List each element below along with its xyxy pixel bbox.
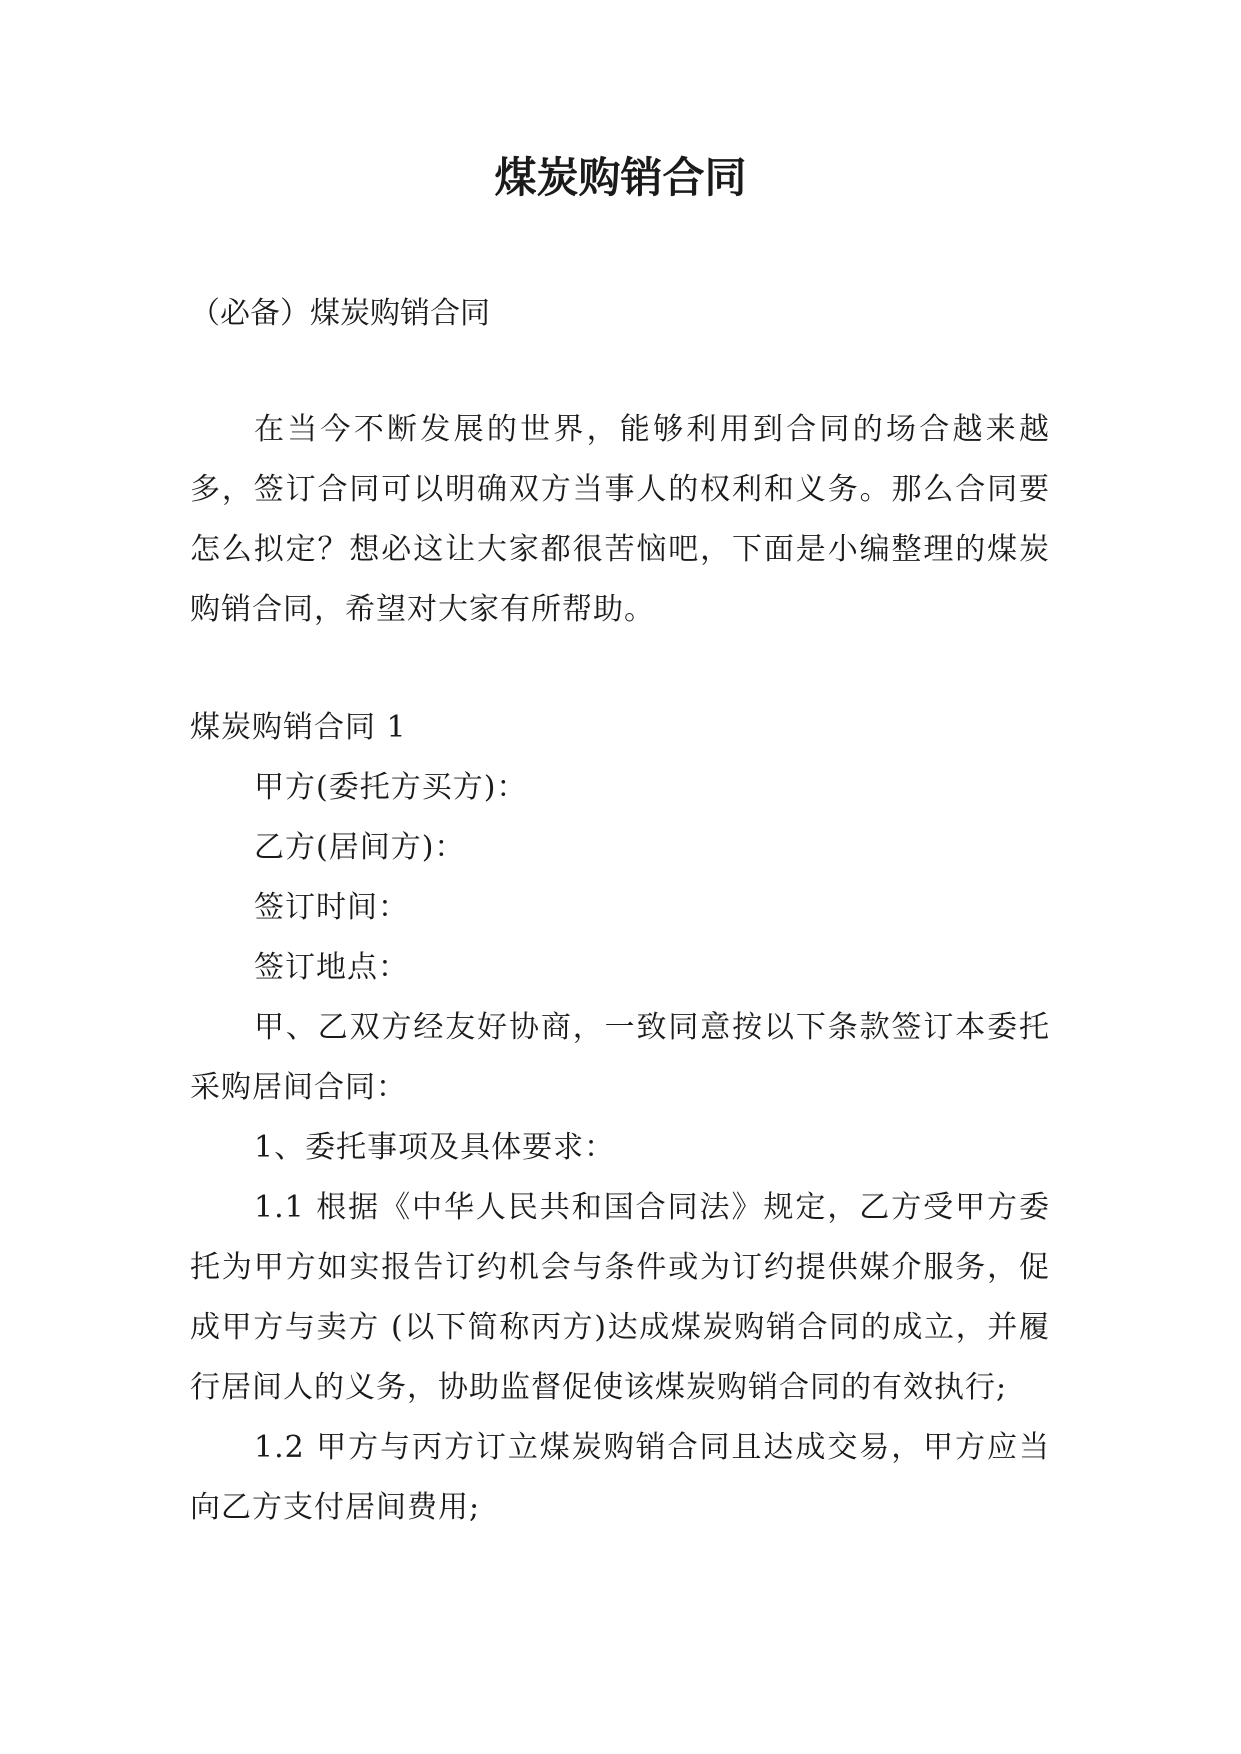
intro-paragraph: 在当今不断发展的世界，能够利用到合同的场合越来越多，签订合同可以明确双方当事人的权利和义务。那么合同要怎么拟定？想必这让大家都很苦恼吧，下面是小编整理的煤炭购销合同，希望对大家有所帮助。 — [190, 412, 1050, 627]
sign-time-line: 签订时间： — [254, 890, 409, 925]
document-subtitle: （必备）煤炭购销合同 — [190, 296, 490, 331]
party-b-line: 乙方(居间方)： — [254, 830, 466, 865]
sign-place-line: 签订地点： — [254, 950, 409, 985]
section-heading: 煤炭购销合同 1 — [190, 710, 407, 745]
party-a-line: 甲方(委托方买方)： — [254, 770, 528, 805]
clause-1-heading: 1、委托事项及具体要求： — [254, 1130, 616, 1165]
clause-1-1-paragraph: 1.1 根据《中华人民共和国合同法》规定，乙方受甲方委托为甲方如实报告订约机会与条件或为订约提供媒介服务，促成甲方与卖方 (以下简称丙方)达成煤炭购销合同的成立，并履行居间人的义务，协助监督促使该煤炭购销合同的有效执行; — [190, 1190, 1050, 1405]
clause-1-2-paragraph: 1.2 甲方与丙方订立煤炭购销合同且达成交易，甲方应当向乙方支付居间费用; — [190, 1430, 1050, 1525]
contract-section — [190, 698, 1050, 1538]
intro-section — [190, 400, 1050, 640]
document-title: 煤炭购销合同 — [494, 153, 747, 202]
agreement-paragraph: 甲、乙双方经友好协商，一致同意按以下条款签订本委托采购居间合同： — [190, 1010, 1050, 1105]
